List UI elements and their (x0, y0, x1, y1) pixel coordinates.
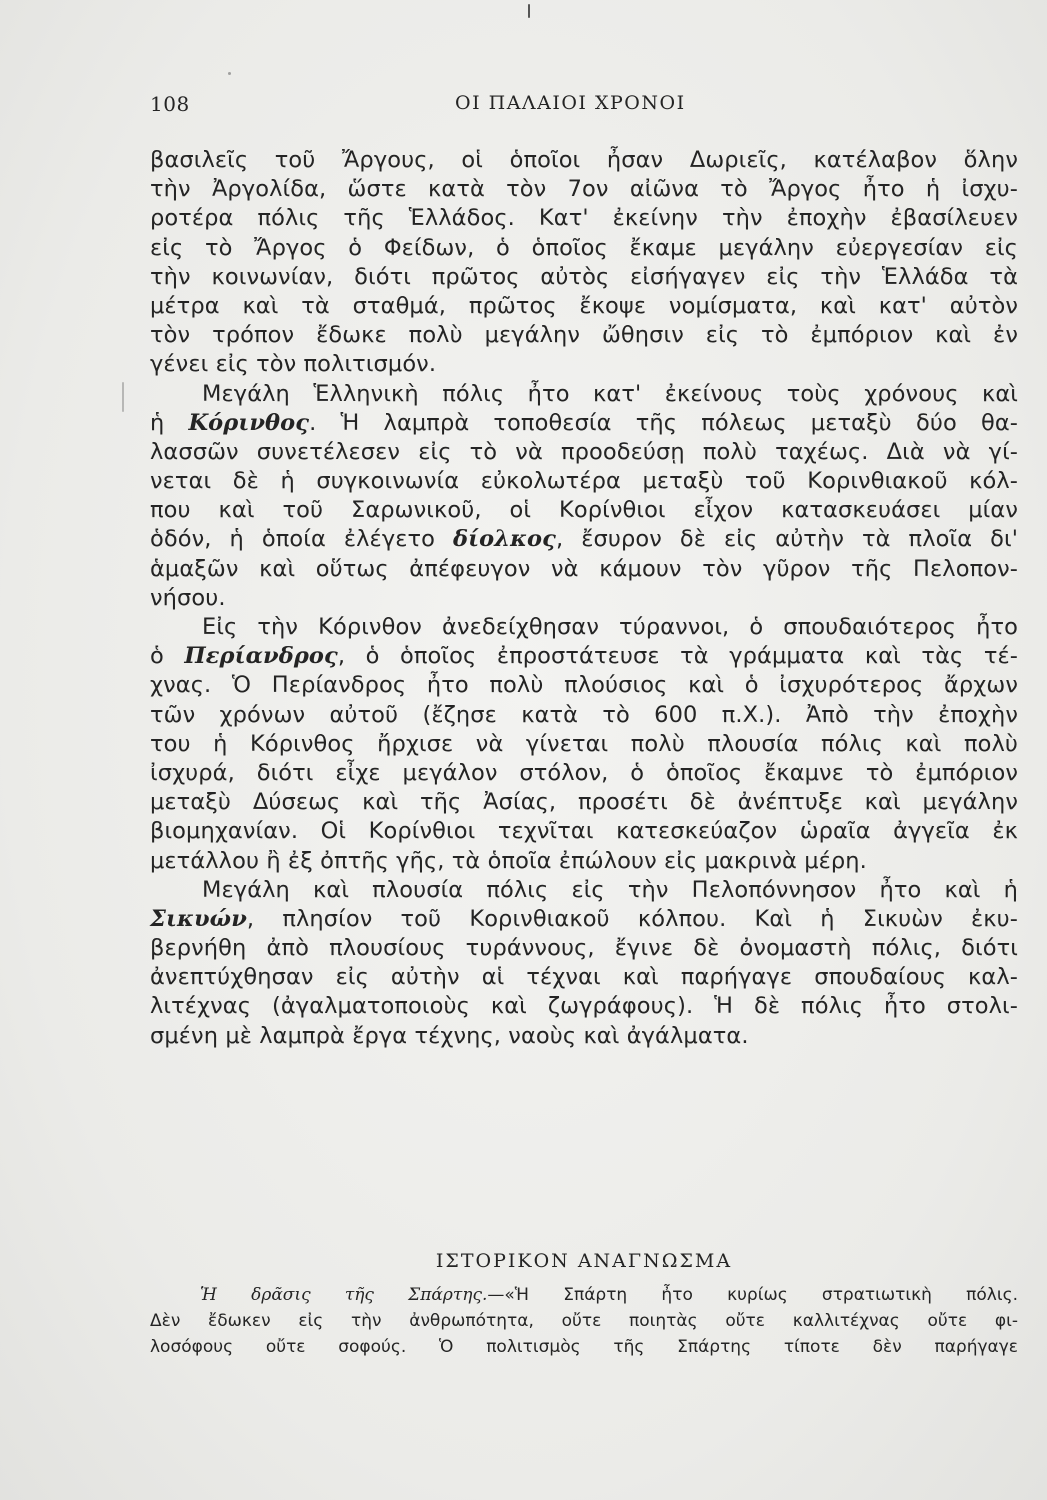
text-line: βερνήθη ἀπὸ πλουσίους τυράννους, ἔγινε δὲ ὀνομαστὴ πόλις, διότι (150, 935, 1018, 962)
print-speck (122, 382, 124, 412)
text-line: βιομηχανίαν. Οἱ Κορίνθιοι τεχνῖται κατεσκεύαζον ὡραῖα ἀγγεῖα ἐκ (150, 818, 1018, 845)
text-line: τῶν χρόνων αὐτοῦ (ἔζησε κατὰ τὸ 600 π.Χ.). Ἀπὸ τὴν ἐποχὴν (150, 701, 1018, 728)
text-line: Εἰς τὴν Κόρινθον ἀνεδείχθησαν τύραννοι, ὁ σπουδαιότερος ἦτο (202, 614, 1018, 640)
reading-line: λοσόφους οὔτε σοφούς. Ὁ πολιτισμὸς τῆς Σπάρτης τίποτε δὲν παρήγαγε (150, 1337, 1018, 1357)
text-fragment: . Ἡ λαμπρὰ τοποθεσία τῆς πόλεως μεταξὺ δύο θα- (309, 409, 1018, 436)
text-fragment: , πλησίον τοῦ Κορινθιακοῦ κόλπου. Καὶ ἡ Σικυὼν ἐκυ- (246, 905, 1018, 932)
text-line: εἰς τὸ Ἄργος ὁ Φείδων, ὁ ὁποῖος ἔκαμε μεγάλην εὐεργεσίαν εἰς (150, 234, 1018, 261)
reading-title: Ἡ δρᾶσις τῆς Σπάρτης. (200, 1285, 488, 1305)
text-line: χνας. Ὁ Περίανδρος ἦτο πολὺ πλούσιος καὶ ὁ ἰσχυρότερος ἄρχων (150, 672, 1018, 699)
text-fragment: —«Ἡ Σπάρτη ἦτο κυρίως στρατιωτικὴ πόλις. (487, 1285, 1019, 1305)
text-line-with-name (150, 525, 1018, 554)
text-line: τὸν τρόπον ἔδωκε πολὺ μεγάλην ὤθησιν εἰς τὸ ἐμπόριον καὶ ἐν (150, 322, 1018, 349)
text-line: μετάλλου ἢ ἐξ ὀπτῆς γῆς, τὰ ὁποῖα ἐπώλουν εἰς μακρινὰ μέρη. (150, 847, 867, 874)
text-line: μέτρα καὶ τὰ σταθμά, πρῶτος ἔκοψε νομίσματα, καὶ κατ' αὐτὸν (150, 292, 1018, 319)
page-header (150, 92, 1020, 122)
text-line: σμένη μὲ λαμπρὰ ἔργα τέχνης, ναοὺς καὶ ἀγάλματα. (150, 1022, 749, 1049)
text-fragment: ὁ (150, 643, 164, 670)
text-line: λασσῶν συνετέλεσεν εἰς τὸ νὰ προοδεύσῃ πολὺ ταχέως. Διὰ νὰ γί- (150, 438, 1018, 465)
text-line: νήσου. (150, 584, 226, 611)
text-line: τὴν κοινωνίαν, διότι πρῶτος αὐτὸς εἰσήγαγεν εἰς τὴν Ἑλλάδα τὰ (150, 263, 1018, 290)
text-line: ἁμαξῶν καὶ οὕτως ἀπέφευγον νὰ κάμουν τὸν γῦρον τῆς Πελοπον- (150, 555, 1018, 582)
print-speck (528, 4, 530, 18)
text-line: λιτέχνας (ἀγαλματοποιοὺς καὶ ζωγράφους). Ἡ δὲ πόλις ἦτο στολι- (150, 993, 1018, 1020)
text-fragment: ἡ (150, 409, 165, 436)
section-heading: ΙΣΤΟΡΙΚΟΝ ΑΝΑΓΝΩΣΜΑ (435, 1250, 733, 1272)
running-title: ΟΙ ΠΑΛΑΙΟΙ ΧΡΟΝΟΙ (455, 92, 686, 114)
text-fragment: , ὁ ὁποῖος ἐπροστάτευσε τὰ γράμματα καὶ τὰς τέ- (337, 643, 1018, 670)
text-line: τὴν Ἀργολίδα, ὥστε κατὰ τὸν 7ον αἰῶνα τὸ Ἄργος ἦτο ἡ ἰσχυ- (150, 176, 1018, 203)
text-fragment: ὁδόν, ἡ ὁποία ἐλέγετο (150, 526, 436, 553)
place-name-korinthos: Κόρινθος (188, 409, 310, 436)
text-line: νεται δὲ ἡ συγκοινωνία εὐκολωτέρα μεταξὺ τοῦ Κορινθιακοῦ κόλ- (150, 468, 1018, 495)
text-line: ροτέρα πόλις τῆς Ἑλλάδος. Κατ' ἐκείνην τὴν ἐποχὴν ἐβασίλευεν (150, 205, 1018, 232)
text-line: που καὶ τοῦ Σαρωνικοῦ, οἱ Κορίνθιοι εἶχον κατασκευάσει μίαν (150, 497, 1018, 524)
person-name-periandros: Περίανδρος (184, 643, 338, 670)
reading-first-line (150, 1282, 1018, 1308)
text-line: ἀνεπτύχθησαν εἰς αὐτὴν αἱ τέχναι καὶ παρήγαγε σπουδαίους καλ- (150, 964, 1018, 991)
place-name-sikyon: Σικυών (150, 905, 247, 932)
text-line: Μεγάλη Ἑλληνικὴ πόλις ἦτο κατ' ἐκείνους τοὺς χρόνους καὶ (202, 380, 1018, 407)
page-number: 108 (150, 92, 190, 116)
text-line: Μεγάλη καὶ πλουσία πόλις εἰς τὴν Πελοπόννησον ἦτο καὶ ἡ (202, 876, 1018, 903)
text-line: γένει εἰς τὸν πολιτισμόν. (150, 351, 437, 378)
text-line-with-name (150, 642, 1018, 671)
print-speck (228, 72, 231, 75)
text-line: μεταξὺ Δύσεως καὶ τῆς Ἀσίας, προσέτι δὲ ἀνέπτυξε καὶ μεγάλην (150, 789, 1018, 816)
reading-line: Δὲν ἔδωκεν εἰς τὴν ἀνθρωπότητα, οὔτε ποιητὰς οὔτε καλλιτέχνας οὔτε φι- (150, 1311, 1018, 1331)
body-text (150, 146, 1018, 1051)
text-line-with-name (150, 905, 1018, 934)
text-line: του ἡ Κόρινθος ἤρχισε νὰ γίνεται πολὺ πλουσία πόλις καὶ πολὺ (150, 730, 1018, 757)
text-fragment: , ἔσυρον δὲ εἰς αὐτὴν τὰ πλοῖα δι' (555, 526, 1018, 553)
text-line: βασιλεῖς τοῦ Ἄργους, οἱ ὁποῖοι ἦσαν Δωριεῖς, κατέλαβον ὅλην (150, 147, 1018, 173)
text-line: ἰσχυρά, διότι εἶχε μεγάλον στόλον, ὁ ὁποῖος ἔκαμνε τὸ ἐμπόριον (150, 759, 1018, 786)
text-line-with-name (150, 409, 1018, 438)
historical-reading (150, 1282, 1018, 1360)
term-diolkos: δίολκος (453, 526, 556, 553)
